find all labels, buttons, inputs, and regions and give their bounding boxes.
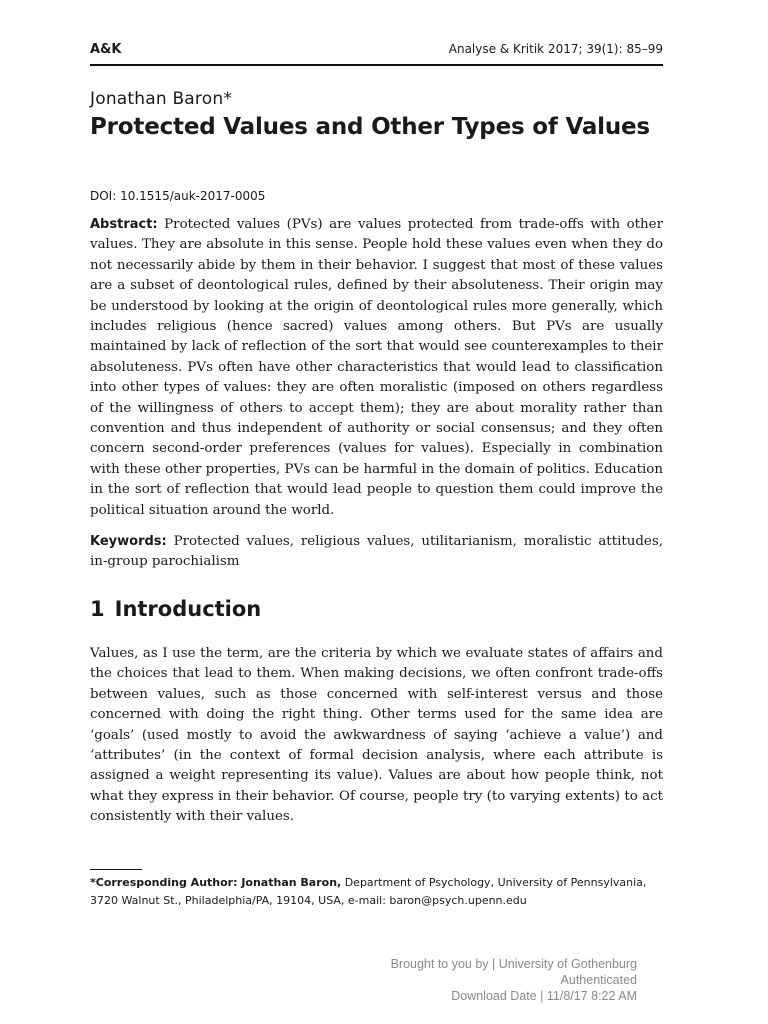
footnote-rule <box>90 869 142 870</box>
download-watermark <box>391 956 637 1004</box>
keywords-text: Protected values, religious values, utilitarianism, moralistic attitudes, in-group parochialism <box>90 534 663 570</box>
author-name: Jonathan Baron* <box>90 89 233 109</box>
abstract-label: Abstract: <box>90 217 158 232</box>
section-heading <box>90 597 261 621</box>
abstract-text: Protected values (PVs) are values protected from trade-offs with other values. They are absolute in this sense. People hold these values even when they do not necessarily abide by them in their behavior. I suggest that most of these values are a subset of deontological rules, defined by their absoluteness. Their origin may be understood by looking at the origin of deontological rules more generally, which includes religious (hence sacred) values among others. But PVs are usually maintained by lack of reflection of the sort that would see counterexamples to their absoluteness. PVs often have other characteristics that would lead to classification into other types of values: they are often moralistic (imposed on others regardless of the willingness of others to accept them); they are about morality rather than convention and thus independent of authority or social consensus; and they often concern second-order preferences (values for values). Especially in combination with these other properties, PVs can be harmful in the domain of politics. Education in the sort of reflection that would lead people to question them could improve the political situation around the world. <box>90 217 663 518</box>
footnote-label: *Corresponding Author: Jonathan Baron, <box>90 876 342 889</box>
doi-line: DOI: 10.1515/auk-2017-0005 <box>90 189 266 203</box>
watermark-line-3: Download Date | 11/8/17 8:22 AM <box>451 989 637 1003</box>
article-title: Protected Values and Other Types of Values <box>90 114 650 140</box>
keywords <box>90 532 663 573</box>
section-number: 1 <box>90 597 105 621</box>
intro-paragraph: Values, as I use the term, are the criteria by which we evaluate states of affairs and the choices that lead to them. When making decisions, we often confront trade-offs between values, such as those concerned with self-interest versus and those concerned with doing the right thing. Other terms used for the same idea are ‘goals’ (used mostly to avoid the awkwardness of saying ‘achieve a value’) and ‘attributes’ (in the context of formal decision analysis, where each attribute is assigned a weight representing its value). Values are about how people think, not what they express in their behavior. Of course, people try (to varying extents) to act consistently with their values. <box>90 646 663 825</box>
watermark-line-1: Brought to you by | University of Gothenburg <box>390 957 637 971</box>
journal-abbreviation: A&K <box>90 42 122 57</box>
abstract <box>90 215 663 521</box>
running-header <box>90 42 663 60</box>
section-title: Introduction <box>114 597 262 621</box>
keywords-label: Keywords: <box>90 534 167 549</box>
citation-line: Analyse & Kritik 2017; 39(1): 85–99 <box>448 42 663 56</box>
footnote <box>90 874 663 910</box>
footnote-text: Department of Psychology, University of Pennsylvania, 3720 Walnut St., Philadelphia/PA, 19104, USA, e-mail: baron@psych.upenn.edu <box>90 876 647 907</box>
watermark-line-2: Authenticated <box>560 973 637 987</box>
header-rule <box>90 64 663 66</box>
